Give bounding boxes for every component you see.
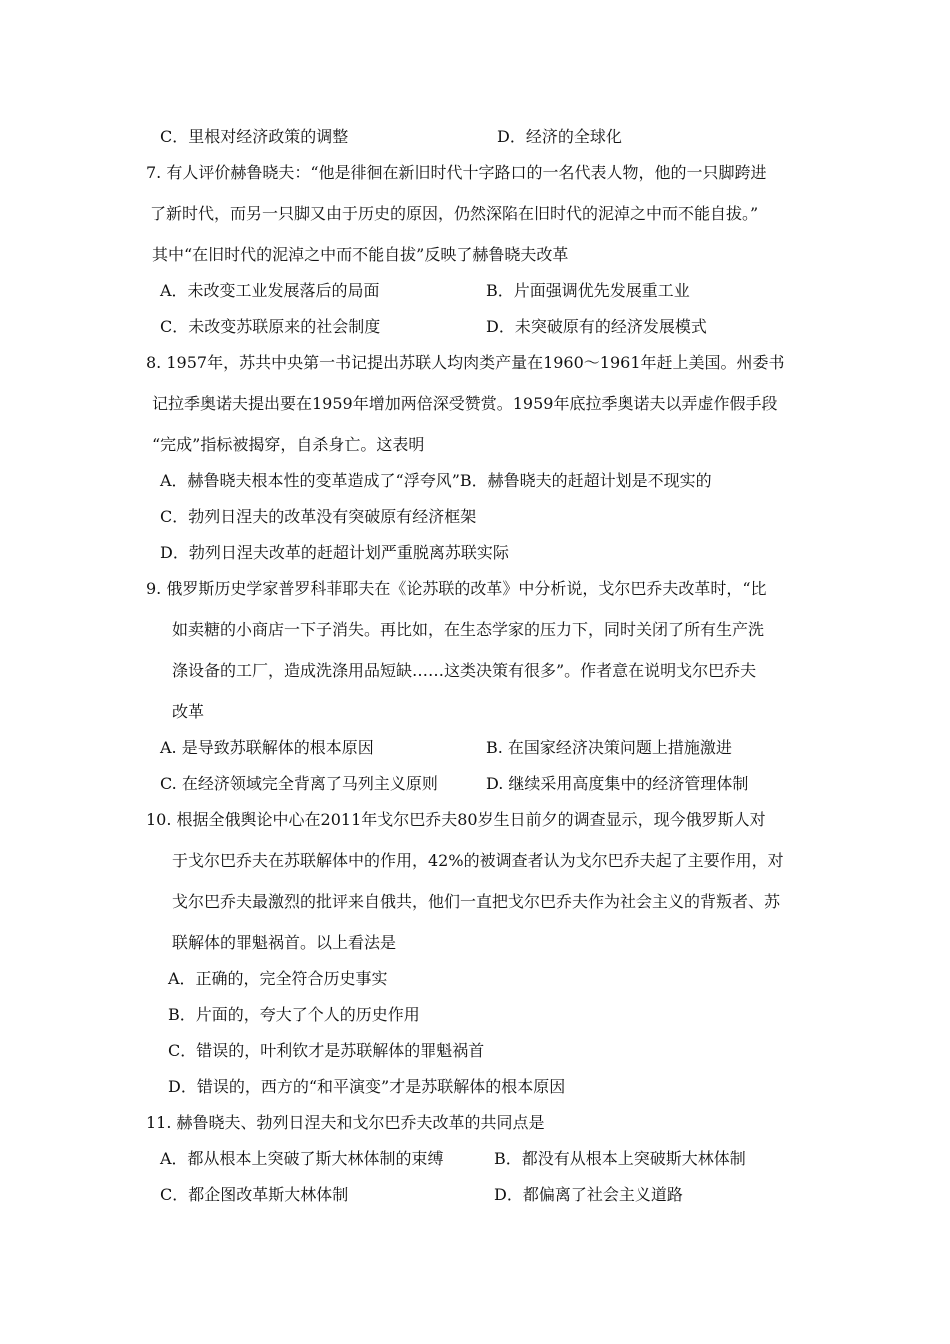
q9-stem-line-3: 涤设备的工厂，造成洗涤用品短缺……这类决策有很多”。作者意在说明戈尔巴乔夫	[172, 661, 757, 680]
q11-option-c: C．都企图改革斯大林体制	[160, 1185, 349, 1204]
q7-option-d: D．未突破原有的经济发展模式	[486, 317, 707, 336]
q7-option-b: B．片面强调优先发展重工业	[486, 281, 690, 300]
q9-option-d: D. 继续采用高度集中的经济管理体制	[486, 774, 749, 793]
q8-option-ab: A．赫鲁晓夫根本性的变革造成了“浮夸风”B．赫鲁晓夫的赶超计划是不现实的	[160, 471, 712, 490]
q8-stem-line-3: “完成”指标被揭穿，自杀身亡。这表明	[152, 435, 425, 454]
q6-option-d: D．经济的全球化	[497, 127, 622, 146]
q7-option-c: C．未改变苏联原来的社会制度	[160, 317, 381, 336]
q9-stem-line-4: 改革	[172, 702, 205, 721]
q8-stem-line-2: 记拉季奥诺夫提出要在1959年增加两倍深受赞赏。1959年底拉季奥诺夫以弄虚作假手段	[152, 394, 778, 413]
q10-option-a: A．正确的，完全符合历史事实	[168, 969, 388, 988]
q7-option-a: A．未改变工业发展落后的局面	[160, 281, 380, 300]
q9-option-c: C. 在经济领域完全背离了马列主义原则	[160, 774, 438, 793]
q7-stem-line-3: 其中“在旧时代的泥淖之中而不能自拔”反映了赫鲁晓夫改革	[152, 245, 569, 264]
q11-option-d: D．都偏离了社会主义道路	[494, 1185, 683, 1204]
q7-stem-line-2: 了新时代，而另一只脚又由于历史的原因，仍然深陷在旧时代的泥淖之中而不能自拔。”	[150, 204, 759, 223]
q11-option-a: A．都从根本上突破了斯大林体制的束缚	[160, 1149, 444, 1168]
q11-stem: 11. 赫鲁晓夫、勃列日涅夫和戈尔巴乔夫改革的共同点是	[146, 1113, 545, 1132]
q10-option-b: B．片面的，夸大了个人的历史作用	[168, 1005, 420, 1024]
q9-option-b: B. 在国家经济决策问题上措施激进	[486, 738, 732, 757]
q9-stem-line-2: 如卖糖的小商店一下子消失。再比如，在生态学家的压力下，同时关闭了所有生产洗	[172, 620, 765, 639]
q8-option-c: C．勃列日涅夫的改革没有突破原有经济框架	[160, 507, 477, 526]
q11-option-b: B．都没有从根本上突破斯大林体制	[494, 1149, 746, 1168]
q10-option-c: C．错误的，叶利钦才是苏联解体的罪魁祸首	[168, 1041, 485, 1060]
q9-stem-line-1: 9. 俄罗斯历史学家普罗科菲耶夫在《论苏联的改革》中分析说，戈尔巴乔夫改革时，“比	[146, 579, 767, 598]
q10-option-d: D．错误的，西方的“和平演变”才是苏联解体的根本原因	[168, 1077, 566, 1096]
q8-stem-line-1: 8. 1957年，苏共中央第一书记提出苏联人均肉类产量在1960～1961年赶上美国。州委书	[146, 353, 785, 372]
q6-option-c: C．里根对经济政策的调整	[160, 127, 349, 146]
q7-stem-line-1: 7. 有人评价赫鲁晓夫：“他是徘徊在新旧时代十字路口的一名代表人物，他的一只脚跨进	[146, 163, 767, 182]
q9-option-a: A. 是导致苏联解体的根本原因	[160, 738, 374, 757]
q8-option-d: D．勃列日涅夫改革的赶超计划严重脱离苏联实际	[160, 543, 509, 562]
q10-stem-line-1: 10. 根据全俄舆论中心在2011年戈尔巴乔夫80岁生日前夕的调查显示，现今俄罗斯人对	[146, 810, 766, 829]
q10-stem-line-4: 联解体的罪魁祸首。以上看法是	[172, 933, 397, 952]
q10-stem-line-3: 戈尔巴乔夫最激烈的批评来自俄共，他们一直把戈尔巴乔夫作为社会主义的背叛者、苏	[172, 892, 781, 911]
q10-stem-line-2: 于戈尔巴乔夫在苏联解体中的作用，42%的被调查者认为戈尔巴乔夫起了主要作用，对	[172, 851, 784, 870]
